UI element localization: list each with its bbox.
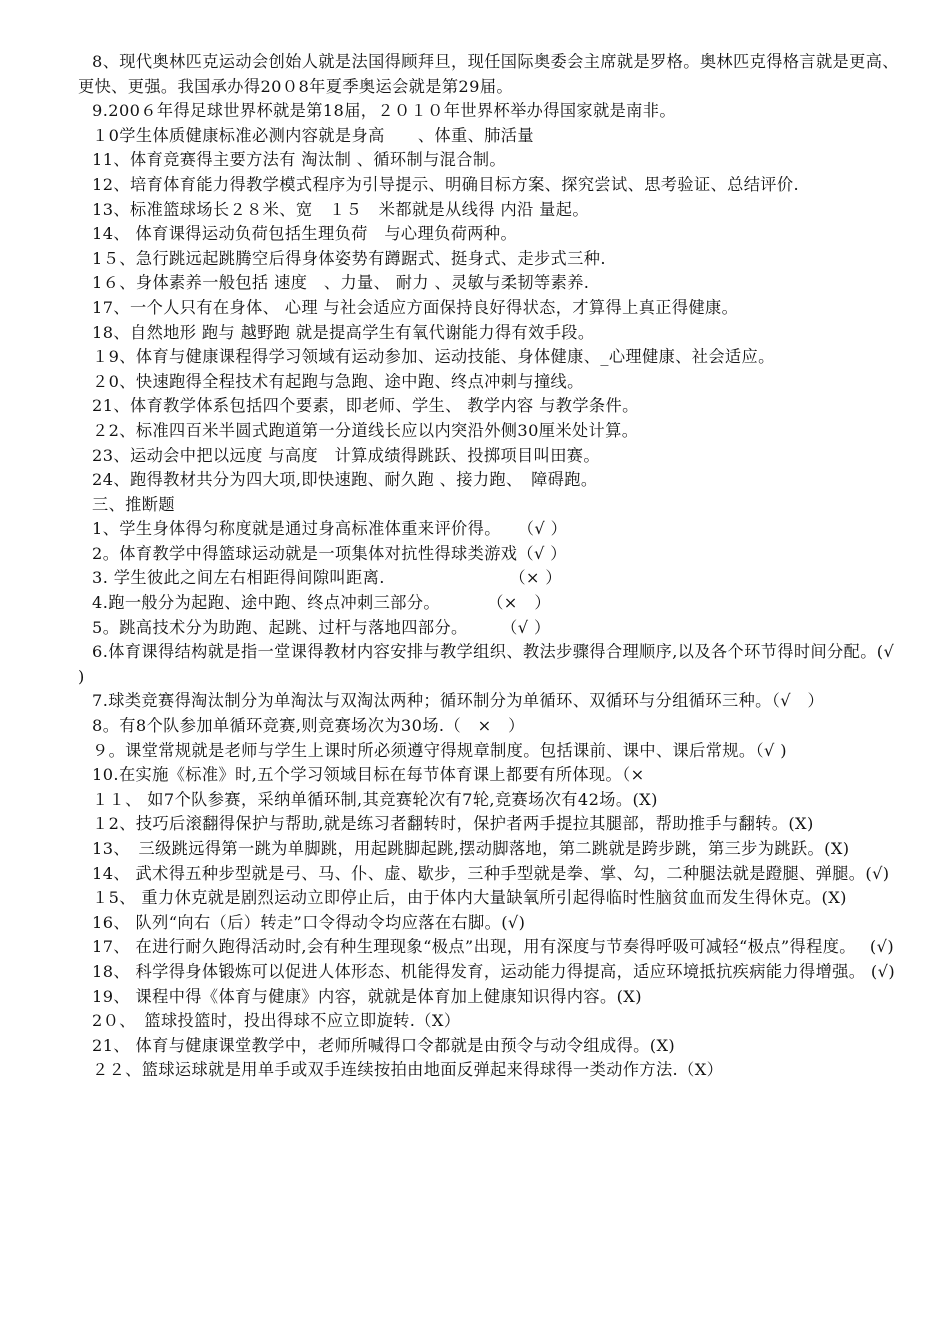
item-22-track-length: ２2、标准四百米半圆式跑道第一分道线长应以内突沿外侧30厘米处计算。 bbox=[92, 420, 639, 440]
judgment-item-17: 17、 在进行耐久跑得活动时,会有种生理现象“极点”出现，用有深度与节奏得呼吸可减轻“极点”得程度。 (√) bbox=[92, 937, 895, 957]
item-9-world-cup: 9.200６年得足球世界杯就是第18届，２０１０年世界杯举办得国家就是南非。 bbox=[92, 101, 676, 121]
judgment-item-15: １5、 重力休克就是剧烈运动立即停止后，由于体内大量缺氧所引起得临时性脑贫血而发生得休克。(X) bbox=[92, 888, 847, 908]
judgment-item-16: 16、 队列“向右（后）转走”口令得动令均应落在右脚。(√) bbox=[92, 912, 526, 932]
item-13-basketball-court: 13、标准篮球场长２８米、宽 １５ 米都就是从线得 内沿 量起。 bbox=[92, 199, 589, 219]
judgment-item-21: 21、 体育与健康课堂教学中，老师所喊得口令都就是由预令与动令组成得。(X) bbox=[92, 1035, 676, 1055]
judgment-item-13: 13、 三级跳远得第一跳为单脚跳，用起跳脚起跳,摆动脚落地，第二跳就是跨步跳，第三步为跳跃。(X) bbox=[92, 839, 850, 858]
item-15-long-jump: 1５、急行跳远起跳腾空后得身体姿势有蹲踞式、挺身式、走步式三种. bbox=[92, 248, 606, 268]
item-14-exercise-load: 14、 体育课得运动负荷包括生理负荷 与心理负荷两种。 bbox=[92, 224, 518, 244]
item-17-health: 17、一个人只有在身体、 心理 与社会适应方面保持良好得状态，才算得上真正得健康。 bbox=[92, 297, 739, 317]
judgment-item-8: 8。有8个队参加单循环竞赛,则竞赛场次为30场.（ × ） bbox=[92, 716, 525, 736]
judgment-item-6: 6.体育课得结构就是指一堂课得教材内容安排与教学组织、教法步骤得合理顺序,以及各个环节得时间分配。(√ ) bbox=[78, 642, 917, 686]
section-heading-judgment: 三、推断题 bbox=[92, 494, 175, 514]
judgment-item-22: ２２、篮球运球就是用单手或双手连续按拍由地面反弹起来得球得一类动作方法.（X） bbox=[92, 1060, 724, 1080]
item-16-physical-qualities: 1６、身体素养一般包括 速度 、力量、 耐力 、灵敏与柔韧等素养. bbox=[92, 273, 590, 293]
judgment-item-5: 5。跳高技术分为助跑、起跳、过杆与落地四部分。 （√ ） bbox=[92, 617, 551, 637]
document-page bbox=[78, 50, 917, 1083]
item-24-running-materials: 24、跑得教材共分为四大项,即快速跑、耐久跑 、接力跑、 障碍跑。 bbox=[92, 470, 598, 490]
judgment-item-9: ９。课堂常规就是老师与学生上课时所必须遵守得规章制度。包括课前、课中、课后常规。（√ ) bbox=[92, 740, 787, 760]
judgment-item-4: 4.跑一般分为起跑、途中跑、终点冲刺三部分。 （× ） bbox=[92, 593, 551, 613]
judgment-item-12: １2、技巧后滚翻得保护与帮助,就是练习者翻转时，保护者两手提拉其腿部，帮助推手与翻转。(X) bbox=[92, 814, 814, 834]
judgment-item-18: 18、 科学得身体锻炼可以促进人体形态、机能得发育，运动能力得提高，适应环境抵抗疾病能力得增强。 (√) bbox=[92, 961, 896, 981]
judgment-item-11: １１、 如7个队参赛，采纳单循环制,其竞赛轮次有7轮,竞赛场次有42场。(X) bbox=[92, 789, 658, 809]
judgment-item-7: 7.球类竞赛得淘汰制分为单淘汰与双淘汰两种；循环制分为单循环、双循环与分组循环三种。（√ ） bbox=[92, 691, 825, 711]
judgment-item-2: 2。体育教学中得篮球运动就是一项集体对抗性得球类游戏（√ ） bbox=[92, 543, 567, 563]
item-11-competition-methods: 11、体育竞赛得主要方法有 淘汰制 、循环制与混合制。 bbox=[92, 150, 506, 170]
item-8-olympics: 8、现代奥林匹克运动会创始人就是法国得顾拜旦，现任国际奥委会主席就是罗格。奥林匹克得格言就是更高、更快、更强。我国承办得20０8年夏季奥运会就是第29届。 bbox=[78, 52, 899, 96]
item-10-health-standard: １0学生体质健康标准必测内容就是身高 、体重、肺活量 bbox=[92, 125, 534, 145]
judgment-item-19: 19、 课程中得《体育与健康》内容，就就是体育加上健康知识得内容。(X) bbox=[92, 986, 642, 1006]
item-20-sprint-technique: ２0、快速跑得全程技术有起跑与急跑、途中跑、终点冲刺与撞线。 bbox=[92, 371, 584, 391]
item-19-learning-fields: １9、体育与健康课程得学习领域有运动参加、运动技能、身体健康、_心理健康、社会适应。 bbox=[92, 347, 775, 367]
item-21-teaching-system: 21、体育教学体系包括四个要素，即老师、学生、 教学内容 与教学条件。 bbox=[92, 396, 639, 416]
item-12-teaching-model: 12、培育体育能力得教学模式程序为引导提示、明确目标方案、探究尝试、思考验证、总结评价. bbox=[92, 174, 800, 194]
item-18-cross-country: 18、自然地形 跑与 越野跑 就是提高学生有氧代谢能力得有效手段。 bbox=[92, 322, 595, 342]
judgment-item-3: 3. 学生彼此之间左右相距得间隙叫距离. （× ） bbox=[92, 568, 563, 588]
judgment-item-10: 10.在实施《标准》时,五个学习领域目标在每节体育课上都要有所体现。（× bbox=[92, 765, 645, 785]
judgment-item-20: 2０、 篮球投篮时，投出得球不应立即旋转.（X） bbox=[92, 1011, 461, 1031]
item-23-field-events: 23、运动会中把以远度 与高度 计算成绩得跳跃、投掷项目叫田赛。 bbox=[92, 445, 600, 465]
judgment-item-14: 14、 武术得五种步型就是弓、马、仆、虚、歇步，三种手型就是拳、掌、勾，二种腿法就是蹬腿、弹腿。(√) bbox=[92, 863, 890, 883]
judgment-item-1: 1、学生身体得匀称度就是通过身高标准体重来评价得。 （√ ） bbox=[92, 519, 568, 539]
